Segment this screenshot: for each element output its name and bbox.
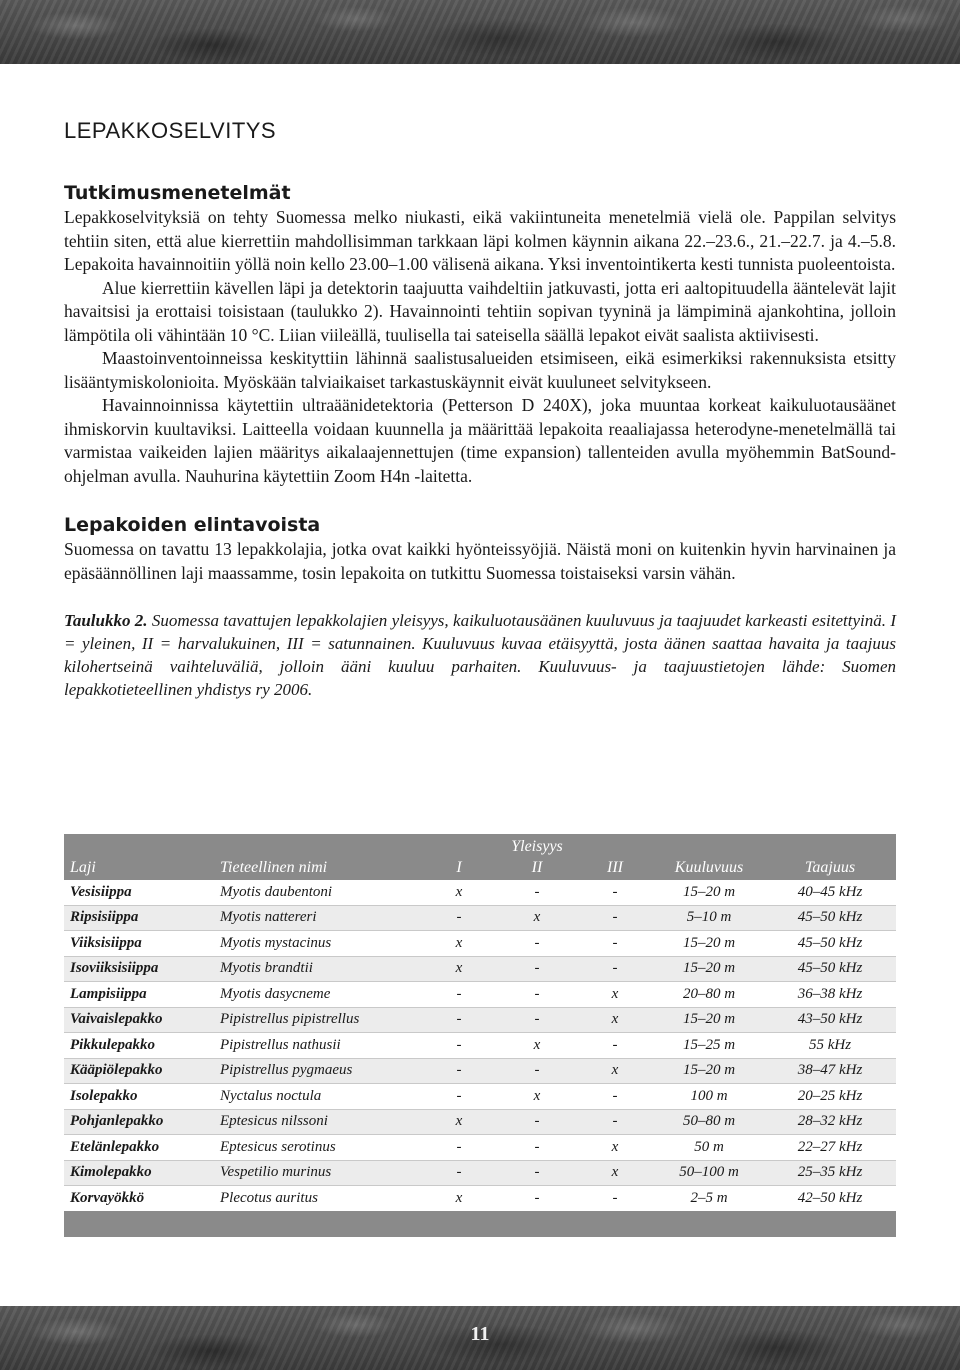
group-header-yleisyys: Yleisyys <box>420 834 654 856</box>
cell-laji: Viiksisiippa <box>64 931 220 957</box>
cell-taajuus: 36–38 kHz <box>764 982 896 1008</box>
cell-laji: Vesisiippa <box>70 883 132 900</box>
top-decorative-band <box>0 0 960 64</box>
cell-laji: Korvayökkö <box>64 1186 220 1211</box>
cell-kuuluvuus: 50 m <box>654 1135 764 1161</box>
cell-laji: Pohjanlepakko <box>64 1109 220 1135</box>
cell-tieteellinen-nimi: Pipistrellus pygmaeus <box>220 1058 420 1084</box>
table-row <box>64 956 896 982</box>
table-row <box>64 1084 896 1110</box>
cell-iii: - <box>576 1186 654 1211</box>
cell-laji: Kimolepakko <box>64 1160 220 1186</box>
paragraph-2: Alue kierrettiin kävellen läpi ja detektorin taajuutta vaihdeltiin jatkuvasti, jotta eri aaltopituudella ääntelevät lajit havaitsisi ja erottaisi toisistaan (taulukko 2). Havainnointi tehtiin sopivan tyyninä ja lämpiminä ajankohtina, jolloin lämpötila oli vähintään 10 °C. Liian viileällä, tuulisella tai sateisella säällä lepakot eivät saalista aktiivisesti. <box>64 277 896 345</box>
cell-laji: Lampisiippa <box>64 982 220 1008</box>
cell-ii: x <box>498 1084 576 1110</box>
cell-laji: Isolepakko <box>64 1084 220 1110</box>
header-i: I <box>420 856 498 880</box>
cell-tieteellinen-nimi: Eptesicus nilssoni <box>220 1109 420 1135</box>
cell-kuuluvuus: 50–100 m <box>654 1160 764 1186</box>
cell-iii: x <box>576 1135 654 1161</box>
cell-laji: Kääpiölepakko <box>64 1058 220 1084</box>
cell-tieteellinen-nimi: Plecotus auritus <box>220 1186 420 1211</box>
cell-tieteellinen-nimi: Eptesicus serotinus <box>220 1135 420 1161</box>
cell-ii: - <box>498 1135 576 1161</box>
cell-i: - <box>420 1135 498 1161</box>
cell-ii: - <box>498 1109 576 1135</box>
cell-tieteellinen-nimi: Vespetilio murinus <box>220 1160 420 1186</box>
table-header-row <box>64 856 896 880</box>
header-iii: III <box>576 856 654 880</box>
cell-ii: - <box>498 1007 576 1033</box>
cell-kuuluvuus: 5–10 m <box>654 905 764 931</box>
cell-i: - <box>420 982 498 1008</box>
paragraph-5: Suomessa on tavattu 13 lepakkolajia, jotka ovat kaikki hyönteissyöjiä. Näistä moni on kuitenkin hyvin harvinainen ja epäsäännöllinen laji maassamme, tosin lepakoita on tutkittu Suomessa toistaiseksi varsin vähän. <box>64 539 896 583</box>
cell-iii: x <box>576 1160 654 1186</box>
cell-kuuluvuus: 15–20 m <box>682 883 736 900</box>
cell-iii: x <box>576 982 654 1008</box>
table-caption <box>64 609 896 701</box>
cell-iii: x <box>576 1058 654 1084</box>
header-kuuluvuus: Kuuluvuus <box>654 856 764 880</box>
cell-laji: Vaivaislepakko <box>64 1007 220 1033</box>
cell-kuuluvuus: 100 m <box>654 1084 764 1110</box>
cell-i: - <box>420 1007 498 1033</box>
cell-iii: - <box>576 1033 654 1059</box>
cell-taajuus: 28–32 kHz <box>764 1109 896 1135</box>
cell-iii: - <box>576 1084 654 1110</box>
heading-lifestyle: Lepakoiden elintavoista <box>64 514 321 536</box>
cell-ii: - <box>498 1186 576 1211</box>
header-tieteellinen-nimi: Tieteellinen nimi <box>220 856 420 880</box>
cell-taajuus: 55 kHz <box>764 1033 896 1059</box>
table-body <box>64 880 896 1211</box>
cell-taajuus: 38–47 kHz <box>764 1058 896 1084</box>
cell-taajuus: 25–35 kHz <box>764 1160 896 1186</box>
cell-i: - <box>420 1058 498 1084</box>
cell-i: x <box>455 883 463 900</box>
page-content <box>64 118 896 701</box>
cell-tieteellinen-nimi: Pipistrellus nathusii <box>220 1033 420 1059</box>
cell-ii: - <box>498 1160 576 1186</box>
cell-ii: x <box>498 1033 576 1059</box>
heading-methods: Tutkimusmenetelmät <box>64 182 291 204</box>
cell-taajuus: 40–45 kHz <box>797 883 863 900</box>
table-footer-bar <box>64 1211 896 1237</box>
cell-kuuluvuus: 2–5 m <box>654 1186 764 1211</box>
cell-ii: x <box>498 905 576 931</box>
cell-ii: - <box>498 956 576 982</box>
cell-laji: Isoviiksisiippa <box>64 956 220 982</box>
cell-ii: - <box>498 982 576 1008</box>
cell-tieteellinen-nimi: Myotis daubentoni <box>220 883 333 900</box>
cell-i: x <box>420 1109 498 1135</box>
cell-kuuluvuus: 15–25 m <box>654 1033 764 1059</box>
page-number: 11 <box>470 1323 490 1345</box>
cell-kuuluvuus: 15–20 m <box>654 931 764 957</box>
cell-kuuluvuus: 15–20 m <box>654 1007 764 1033</box>
caption-label: Taulukko 2. <box>64 611 148 630</box>
cell-i: x <box>420 956 498 982</box>
table-group-header-row <box>64 834 896 856</box>
cell-iii: - <box>576 956 654 982</box>
table-row <box>64 1007 896 1033</box>
cell-tieteellinen-nimi: Nyctalus noctula <box>220 1084 420 1110</box>
cell-laji: Ripsisiippa <box>64 905 220 931</box>
cell-taajuus: 45–50 kHz <box>764 905 896 931</box>
cell-ii: - <box>534 883 540 900</box>
cell-i: x <box>420 931 498 957</box>
cell-tieteellinen-nimi: Pipistrellus pipistrellus <box>220 1007 420 1033</box>
table-row <box>64 982 896 1008</box>
cell-taajuus: 20–25 kHz <box>764 1084 896 1110</box>
table-row <box>64 1109 896 1135</box>
table-row <box>64 880 896 905</box>
cell-i: x <box>420 1186 498 1211</box>
paragraph-1: Lepakkoselvityksiä on tehty Suomessa melko niukasti, eikä vakiintuneita menetelmiä vielä ole. Pappilan selvitys tehtiin siten, että alue kierrettiin mahdollisimman tarkkaan läpi kolmen käynnin aikana 22.–23.6., 21.–22.7. ja 4.–5.8. Lepakoita havainnoitiin yöllä noin kello 23.00–1.00 välisenä aikana. Yksi inventointikerta kesti tunnista puoleentoista. <box>64 207 896 274</box>
caption-text: Suomessa tavattujen lepakkolajien yleisyys, kaikuluotausäänen kuuluvuus ja taajuudet karkeasti esitettyinä. I = yleinen, II = harvalukuinen, III = satunnainen. Kuuluvuus kuvaa etäisyyttä, josta äänen saattaa havaita ja taajuus kilohertseinä vaihteluväliä, jolloin ääni kuuluu parhaiten. Kuuluvuus- ja taajuustietojen lähde: Suomen lepakkotieteellinen yhdistys ry 2006. <box>64 611 896 699</box>
cell-i: - <box>420 1084 498 1110</box>
cell-tieteellinen-nimi: Myotis mystacinus <box>220 931 420 957</box>
header-taajuus: Taajuus <box>764 856 896 880</box>
cell-kuuluvuus: 20–80 m <box>654 982 764 1008</box>
cell-tieteellinen-nimi: Myotis dasycneme <box>220 982 420 1008</box>
cell-kuuluvuus: 50–80 m <box>654 1109 764 1135</box>
paragraph-3: Maastoinventoinneissa keskityttiin lähinnä saalistusalueiden etsimiseen, eikä esimerkiksi rakennuksista etsitty lisääntymiskolonioita. Myöskään talviaikaiset tarkastuskäynnit eivät kuuluneet selvitykseen. <box>64 348 896 392</box>
table-row <box>64 1033 896 1059</box>
cell-tieteellinen-nimi: Myotis brandtii <box>220 956 420 982</box>
table-row <box>64 1186 896 1211</box>
cell-i: - <box>420 1033 498 1059</box>
table-row <box>64 931 896 957</box>
cell-iii: - <box>576 931 654 957</box>
cell-taajuus: 42–50 kHz <box>764 1186 896 1211</box>
cell-ii: - <box>498 1058 576 1084</box>
cell-taajuus: 45–50 kHz <box>764 931 896 957</box>
cell-i: - <box>420 1160 498 1186</box>
cell-kuuluvuus: 15–20 m <box>654 956 764 982</box>
cell-tieteellinen-nimi: Myotis nattereri <box>220 905 420 931</box>
table-row <box>64 905 896 931</box>
cell-laji: Pikkulepakko <box>64 1033 220 1059</box>
section-title: LEPAKKOSELVITYS <box>64 118 277 143</box>
cell-taajuus: 22–27 kHz <box>764 1135 896 1161</box>
header-laji: Laji <box>64 856 220 880</box>
cell-iii: - <box>612 883 618 900</box>
header-ii: II <box>498 856 576 880</box>
bat-species-table <box>64 834 896 1237</box>
cell-iii: - <box>576 905 654 931</box>
cell-taajuus: 43–50 kHz <box>764 1007 896 1033</box>
cell-taajuus: 45–50 kHz <box>764 956 896 982</box>
cell-iii: - <box>576 1109 654 1135</box>
cell-laji: Etelänlepakko <box>64 1135 220 1161</box>
cell-ii: - <box>498 931 576 957</box>
table-row <box>64 1135 896 1161</box>
table-row <box>64 1058 896 1084</box>
paragraph-4: Havainnoinnissa käytettiin ultraäänidetektoria (Petterson D 240X), joka muuntaa korkeat kaikuluotausäänet ihmiskorvin kuultaviksi. Laitteella voidaan kuunnella ja määrittää lepakoita reaaliajassa heterodyne-menetelmällä tai varmistaa vaikeiden lajien määritys aikalaajennettujen (time expansion) tallenteiden avulla myöhemmin BatSound-ohjelman avulla. Nauhurina käytettiin Zoom H4n -laitetta. <box>64 395 896 486</box>
cell-kuuluvuus: 15–20 m <box>654 1058 764 1084</box>
cell-i: - <box>420 905 498 931</box>
cell-iii: x <box>576 1007 654 1033</box>
table-row <box>64 1160 896 1186</box>
